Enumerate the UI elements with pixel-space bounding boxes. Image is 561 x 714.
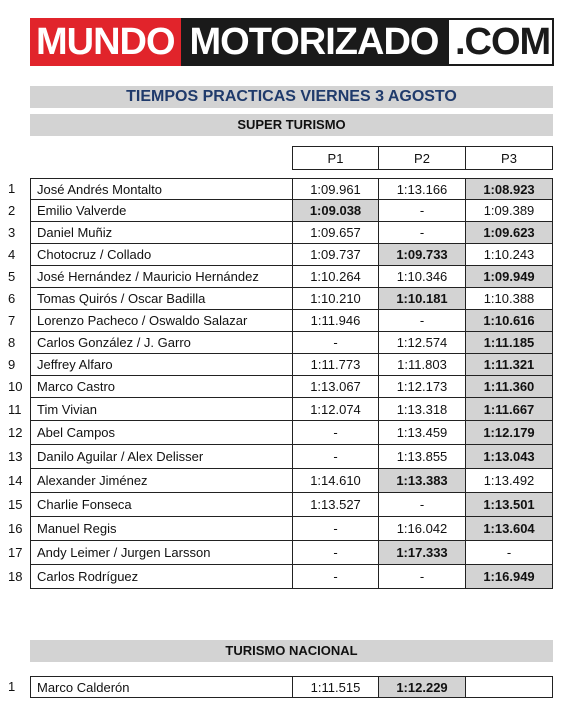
lap-time-p1: 1:14.610: [292, 469, 379, 493]
position-number: 9: [8, 357, 16, 372]
driver-name: Marco Calderón: [30, 676, 292, 698]
lap-time-p3: 1:11.667: [466, 398, 553, 421]
lap-time-p3: 1:11.321: [466, 354, 553, 376]
lap-time-p3: 1:16.949: [466, 565, 553, 589]
page-title: TIEMPOS PRACTICAS VIERNES 3 AGOSTO: [30, 86, 553, 108]
driver-name: Alexander Jiménez: [30, 469, 292, 493]
driver-name: Danilo Aguilar / Alex Delisser: [30, 445, 292, 469]
table-row: [0, 517, 561, 541]
driver-name: José Andrés Montalto: [30, 178, 292, 200]
lap-time-p2: -: [379, 565, 466, 589]
lap-time-p1: 1:10.210: [292, 288, 379, 310]
lap-time-p2: 1:17.333: [379, 541, 466, 565]
driver-name: Jeffrey Alfaro: [30, 354, 292, 376]
lap-time-p3: 1:09.623: [466, 222, 553, 244]
lap-time-p3: 1:10.388: [466, 288, 553, 310]
site-logo[interactable]: [30, 18, 554, 66]
section-title: SUPER TURISMO: [30, 114, 553, 136]
lap-time-p3: -: [466, 541, 553, 565]
table-row: [0, 244, 561, 266]
lap-time-p1: -: [292, 541, 379, 565]
position-number: 1: [8, 181, 16, 196]
position-number: 7: [8, 313, 16, 328]
position-number: 11: [8, 402, 22, 417]
position-number: 8: [8, 335, 16, 350]
lap-time-p1: -: [292, 445, 379, 469]
position-number: 10: [8, 379, 23, 394]
lap-time-p1: -: [292, 565, 379, 589]
lap-time-p3: 1:13.604: [466, 517, 553, 541]
position-number: 2: [8, 203, 16, 218]
driver-name: Manuel Regis: [30, 517, 292, 541]
table-row: [0, 178, 561, 200]
position-number: 17: [8, 545, 23, 560]
position-number: 1: [8, 679, 16, 694]
table-row: [0, 332, 561, 354]
driver-name: Tim Vivian: [30, 398, 292, 421]
logo-com: .COM: [447, 18, 554, 66]
lap-time-p1: 1:13.067: [292, 376, 379, 398]
table-row: [0, 376, 561, 398]
logo-mundo: MUNDO: [30, 18, 181, 66]
lap-time-p2: -: [379, 310, 466, 332]
driver-name: Emilio Valverde: [30, 200, 292, 222]
position-number: 12: [8, 425, 23, 440]
table-row: [0, 445, 561, 469]
table-row: [0, 421, 561, 445]
position-number: 15: [8, 497, 23, 512]
lap-time-p2: 1:11.803: [379, 354, 466, 376]
position-number: 13: [8, 449, 23, 464]
column-header-p1: P1: [292, 146, 379, 170]
driver-name: Daniel Muñiz: [30, 222, 292, 244]
lap-time-p2: 1:13.855: [379, 445, 466, 469]
lap-time-p2: 1:16.042: [379, 517, 466, 541]
lap-time-p2: 1:13.383: [379, 469, 466, 493]
table-row: [0, 288, 561, 310]
column-header-p2: P2: [379, 146, 466, 170]
position-number: 6: [8, 291, 16, 306]
driver-name: Charlie Fonseca: [30, 493, 292, 517]
section-title: TURISMO NACIONAL: [30, 640, 553, 662]
table-row: [0, 354, 561, 376]
table-row: [0, 565, 561, 589]
lap-time-p1: 1:09.961: [292, 178, 379, 200]
driver-name: Andy Leimer / Jurgen Larsson: [30, 541, 292, 565]
lap-time-p1: 1:09.737: [292, 244, 379, 266]
lap-time-p2: 1:13.459: [379, 421, 466, 445]
lap-time-p3: 1:13.501: [466, 493, 553, 517]
lap-time-p3: 1:13.043: [466, 445, 553, 469]
lap-time-p2: 1:09.733: [379, 244, 466, 266]
lap-time-p1: -: [292, 421, 379, 445]
lap-time-p2: -: [379, 222, 466, 244]
lap-time-p2: 1:13.318: [379, 398, 466, 421]
lap-time-p3: [466, 676, 553, 698]
lap-time-p2: 1:12.574: [379, 332, 466, 354]
driver-name: Carlos Rodríguez: [30, 565, 292, 589]
lap-time-p3: 1:11.360: [466, 376, 553, 398]
table-header: [0, 146, 561, 170]
lap-time-p2: 1:12.173: [379, 376, 466, 398]
table-row: [0, 541, 561, 565]
position-number: 16: [8, 521, 23, 536]
lap-time-p3: 1:10.616: [466, 310, 553, 332]
driver-name: José Hernández / Mauricio Hernández: [30, 266, 292, 288]
lap-time-p1: 1:11.946: [292, 310, 379, 332]
position-number: 14: [8, 473, 23, 488]
lap-time-p3: 1:13.492: [466, 469, 553, 493]
lap-time-p3: 1:08.923: [466, 178, 553, 200]
position-number: 3: [8, 225, 16, 240]
lap-time-p2: 1:10.346: [379, 266, 466, 288]
lap-time-p3: 1:09.389: [466, 200, 553, 222]
lap-time-p1: -: [292, 332, 379, 354]
lap-time-p1: 1:10.264: [292, 266, 379, 288]
table-row: [0, 676, 561, 698]
driver-name: Marco Castro: [30, 376, 292, 398]
driver-name: Carlos González / J. Garro: [30, 332, 292, 354]
lap-time-p2: 1:13.166: [379, 178, 466, 200]
logo-motorizado: MOTORIZADO: [181, 18, 447, 66]
lap-time-p2: -: [379, 493, 466, 517]
table-row: [0, 469, 561, 493]
table-row: [0, 310, 561, 332]
lap-time-p3: 1:10.243: [466, 244, 553, 266]
lap-time-p1: 1:13.527: [292, 493, 379, 517]
lap-time-p3: 1:12.179: [466, 421, 553, 445]
lap-time-p2: 1:12.229: [379, 676, 466, 698]
column-header-p3: P3: [466, 146, 553, 170]
driver-name: Lorenzo Pacheco / Oswaldo Salazar: [30, 310, 292, 332]
lap-time-p1: 1:11.515: [292, 676, 379, 698]
position-number: 18: [8, 569, 23, 584]
lap-time-p1: 1:11.773: [292, 354, 379, 376]
position-number: 4: [8, 247, 16, 262]
driver-name: Chotocruz / Collado: [30, 244, 292, 266]
table-row: [0, 222, 561, 244]
lap-time-p1: 1:12.074: [292, 398, 379, 421]
table-row: [0, 493, 561, 517]
table-row: [0, 266, 561, 288]
lap-time-p1: 1:09.657: [292, 222, 379, 244]
lap-time-p1: 1:09.038: [292, 200, 379, 222]
driver-name: Abel Campos: [30, 421, 292, 445]
lap-time-p2: 1:10.181: [379, 288, 466, 310]
lap-time-p3: 1:09.949: [466, 266, 553, 288]
lap-time-p1: -: [292, 517, 379, 541]
position-number: 5: [8, 269, 16, 284]
table-row: [0, 200, 561, 222]
table-row: [0, 398, 561, 421]
driver-name: Tomas Quirós / Oscar Badilla: [30, 288, 292, 310]
lap-time-p3: 1:11.185: [466, 332, 553, 354]
lap-time-p2: -: [379, 200, 466, 222]
